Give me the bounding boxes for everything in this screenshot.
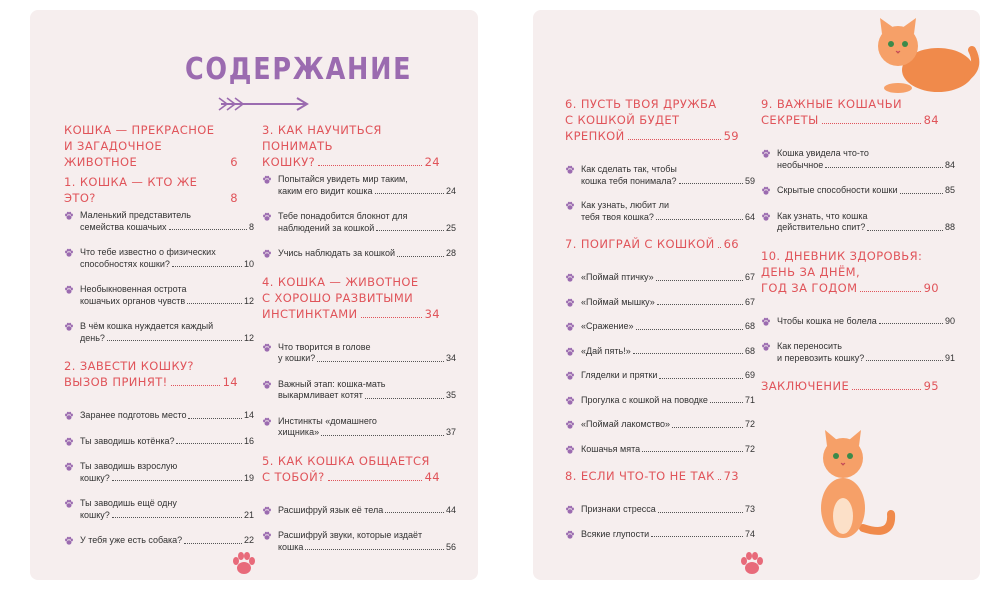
toc-entry[interactable] <box>64 321 254 344</box>
toc-entry-text: Как сделать так, чтобы <box>581 164 677 174</box>
dot-leader <box>112 517 242 518</box>
dot-leader <box>656 219 743 220</box>
toc-entry-text: каким его видит кошка <box>278 185 373 196</box>
paw-icon <box>64 248 74 262</box>
toc-entry-text: КОШКА — ПРЕКРАСНОЕ <box>64 123 215 137</box>
paw-icon <box>565 347 575 361</box>
toc-entry[interactable] <box>565 297 755 309</box>
toc-entry-text: 8. ЕСЛИ ЧТО-ТО НЕ ТАК <box>565 469 715 483</box>
toc-entry-text: семейства кошачьих <box>80 221 167 232</box>
toc-entry-text: Инстинкты «домашнего <box>278 415 377 426</box>
toc-entry-text: 7. ПОИГРАЙ С КОШКОЙ <box>565 237 715 251</box>
toc-entry[interactable] <box>64 210 254 233</box>
paw-icon <box>262 506 272 520</box>
toc-section[interactable] <box>761 378 939 394</box>
dot-leader <box>860 291 920 292</box>
toc-entry[interactable] <box>565 346 755 358</box>
toc-entry-text: Попытайся увидеть мир таким, <box>278 174 408 184</box>
toc-section[interactable] <box>565 96 739 144</box>
toc-entry[interactable] <box>64 284 254 307</box>
dot-leader <box>321 435 444 436</box>
toc-entry-text: КРЕПКОЙ <box>565 129 625 143</box>
page-number: 8 <box>248 221 254 232</box>
paw-icon <box>565 273 575 287</box>
page-number: 34 <box>445 353 456 363</box>
toc-section[interactable] <box>565 236 739 252</box>
dot-leader <box>376 230 444 231</box>
page-number: 64 <box>744 211 755 222</box>
page-number: 84 <box>944 159 955 170</box>
page-number: 85 <box>944 185 955 195</box>
paw-icon <box>262 175 272 189</box>
page-number: 28 <box>445 248 456 258</box>
paw-icon <box>761 149 771 163</box>
cat-illustration <box>803 428 903 546</box>
toc-entry-text: способностях кошки? <box>80 258 170 269</box>
dot-leader <box>672 427 743 428</box>
toc-entry-text: ВЫЗОВ ПРИНЯТ! <box>64 375 168 389</box>
page-number: 68 <box>744 321 755 331</box>
toc-entry[interactable] <box>761 148 955 171</box>
dot-leader <box>900 193 943 194</box>
toc-entry-text: ИНСТИНКТАМИ <box>262 306 358 321</box>
toc-entry-text: Маленький представитель <box>80 210 191 220</box>
toc-entry-text: 2. ЗАВЕСТИ КОШКУ? <box>64 359 194 373</box>
toc-entry-text: тебя твоя кошка? <box>581 211 654 222</box>
toc-entry-text: Важный этап: кошка-мать <box>278 378 386 389</box>
toc-entry-text: С ХОРОШО РАЗВИТЫМИ <box>262 290 414 305</box>
page-number: 44 <box>424 469 440 484</box>
page-number: 21 <box>243 509 254 520</box>
toc-entry-text: «Сражение» <box>581 321 634 331</box>
arrow-icon <box>217 94 313 114</box>
dot-leader <box>658 512 743 513</box>
dot-leader <box>710 402 743 403</box>
page-number: 14 <box>222 375 238 389</box>
page-number: 73 <box>723 469 739 483</box>
dot-leader <box>679 183 743 184</box>
page-number: 24 <box>445 185 456 196</box>
page-number: 8 <box>230 191 238 205</box>
toc-entry-text: 5. КАК КОШКА ОБЩАЕТСЯ <box>262 453 430 468</box>
paw-icon <box>262 380 272 394</box>
toc-entry-text: 10. ДНЕВНИК ЗДОРОВЬЯ: <box>761 248 923 263</box>
page-number: 37 <box>445 427 456 437</box>
toc-entry-text: Тебе понадобится блокнот для <box>278 211 408 221</box>
paw-icon <box>64 536 74 550</box>
toc-entry[interactable] <box>262 530 456 553</box>
paw-icon <box>565 201 575 215</box>
dot-leader <box>852 389 920 390</box>
toc-entry-text: Кошка увидела что-то <box>777 148 869 158</box>
toc-entry-text: выкармливает котят <box>278 390 363 400</box>
paw-icon <box>64 411 74 425</box>
toc-entry-text: 1. КОШКА — КТО ЖЕ ЭТО? <box>64 175 198 205</box>
dot-leader <box>659 378 743 379</box>
toc-entry[interactable] <box>565 321 755 333</box>
paw-icon <box>64 462 74 476</box>
toc-section[interactable] <box>565 468 739 484</box>
paw-icon <box>64 322 74 336</box>
dot-leader <box>867 230 943 231</box>
toc-entry[interactable] <box>262 505 456 517</box>
dot-leader <box>825 167 943 168</box>
dot-leader <box>656 280 743 281</box>
toc-entry-text: кошку? <box>80 509 110 520</box>
toc-entry[interactable] <box>262 379 456 402</box>
toc-entry-text: кошка тебя понимала? <box>581 175 677 186</box>
dot-leader <box>328 480 422 481</box>
page-title: СОДЕРЖАНИЕ <box>185 52 413 87</box>
toc-entry-text: КОШКУ? <box>262 155 316 169</box>
toc-section[interactable] <box>761 248 939 296</box>
dot-leader <box>305 549 444 550</box>
toc-entry[interactable] <box>262 174 456 197</box>
dot-leader <box>361 317 422 318</box>
toc-entry-text: Гляделки и прятки <box>581 370 658 380</box>
toc-entry[interactable] <box>565 504 755 516</box>
toc-entry-text: «Поймай лакомство» <box>581 419 671 429</box>
page-number: 95 <box>923 379 939 393</box>
paw-icon <box>565 322 575 336</box>
dot-leader <box>107 340 242 341</box>
paw-icon <box>262 417 272 431</box>
toc-entry[interactable] <box>64 461 254 484</box>
paw-icon <box>565 530 575 544</box>
page-number: 67 <box>744 296 755 307</box>
page-number: 68 <box>744 345 755 356</box>
toc-entry-text: кошка <box>278 541 304 552</box>
toc-entry-text: «Поймай птичку» <box>581 272 654 282</box>
toc-entry-text: кошку? <box>80 472 110 483</box>
toc-entry-text: Ты заводишь котёнка? <box>80 435 175 446</box>
paw-icon <box>738 550 766 578</box>
page-number: 56 <box>445 541 456 552</box>
page-number: 19 <box>243 472 254 483</box>
page-number: 90 <box>923 280 939 295</box>
paw-icon <box>565 396 575 410</box>
page-number: 71 <box>744 394 755 405</box>
page-number: 84 <box>923 113 939 127</box>
page-number: 22 <box>243 535 254 545</box>
toc-entry-text: В чём кошка нуждается каждый <box>80 321 214 331</box>
page-number: 90 <box>944 315 955 326</box>
paw-icon <box>64 437 74 451</box>
left-page <box>30 10 478 580</box>
toc-entry-text: наблюдений за кошкой <box>278 222 375 233</box>
dot-leader <box>633 353 743 354</box>
paw-icon <box>64 499 74 513</box>
toc-entry-text: «Поймай мышку» <box>581 296 655 307</box>
toc-entry-text: ДЕНЬ ЗА ДНЁМ, <box>761 264 861 279</box>
toc-entry[interactable] <box>64 436 254 448</box>
toc-entry[interactable] <box>761 185 955 197</box>
toc-entry-text: У тебя уже есть собака? <box>80 535 183 545</box>
dot-leader <box>188 418 242 419</box>
toc-entry-text: необычное <box>777 159 824 170</box>
toc-entry-text: ЗАКЛЮЧЕНИЕ <box>761 379 850 393</box>
dot-leader <box>176 443 242 444</box>
toc-entry-text: Чтобы кошка не болела <box>777 315 877 326</box>
page-number: 88 <box>944 222 955 232</box>
right-page <box>533 10 980 580</box>
page-number: 24 <box>424 155 440 169</box>
toc-entry[interactable] <box>565 444 755 456</box>
dot-leader <box>375 193 444 194</box>
paw-icon <box>565 165 575 179</box>
page-number: 44 <box>445 504 456 515</box>
toc-entry-text: Скрытые способности кошки <box>777 185 898 195</box>
toc-entry-text: СЕКРЕТЫ <box>761 113 819 127</box>
page-number: 72 <box>744 443 755 454</box>
toc-entry-text: 6. ПУСТЬ ТВОЯ ДРУЖБА <box>565 97 717 111</box>
toc-entry-text: 4. КОШКА — ЖИВОТНОЕ <box>262 274 419 289</box>
dot-leader <box>169 229 247 230</box>
toc-entry-text: Кошачья мята <box>581 443 641 454</box>
toc-entry-text: у кошки? <box>278 353 316 363</box>
toc-entry-text: Заранее подготовь место <box>80 410 187 420</box>
paw-icon <box>565 371 575 385</box>
page-number: 34 <box>424 306 440 321</box>
paw-icon <box>761 317 771 331</box>
toc-entry-text: «Дай пять!» <box>581 345 631 356</box>
toc-entry-text: ГОД ЗА ГОДОМ <box>761 280 858 295</box>
toc-section[interactable] <box>262 122 440 170</box>
toc-section[interactable] <box>64 358 238 390</box>
page-number: 59 <box>744 175 755 186</box>
dot-leader <box>112 480 242 481</box>
page-number: 91 <box>944 352 955 363</box>
paw-icon <box>262 531 272 545</box>
dot-leader <box>651 536 743 537</box>
page-number: 12 <box>243 332 254 343</box>
toc-entry[interactable] <box>64 498 254 521</box>
paw-icon <box>262 212 272 226</box>
page-number: 74 <box>744 528 755 539</box>
paw-icon <box>761 212 771 226</box>
paw-icon <box>64 285 74 299</box>
toc-entry-text: Расшифруй звуки, которые издаёт <box>278 530 423 540</box>
dot-leader <box>385 512 444 513</box>
page-number: 16 <box>243 435 254 446</box>
toc-entry[interactable] <box>565 395 755 407</box>
paw-icon <box>565 420 575 434</box>
toc-entry-text: кошачьих органов чувств <box>80 295 186 306</box>
dot-leader <box>642 451 743 452</box>
toc-entry-text: 3. КАК НАУЧИТЬСЯ ПОНИМАТЬ <box>262 123 382 153</box>
toc-entry[interactable] <box>565 419 755 431</box>
dot-leader <box>365 398 444 399</box>
page-number: 12 <box>243 295 254 306</box>
page-number: 6 <box>230 155 238 169</box>
dot-leader <box>657 304 743 305</box>
page-number: 59 <box>723 129 739 143</box>
dot-leader <box>317 361 444 362</box>
dot-leader <box>318 165 421 166</box>
dot-leader <box>879 323 943 324</box>
toc-entry-text: Прогулка с кошкой на поводке <box>581 394 708 405</box>
toc-entry[interactable] <box>565 200 755 223</box>
toc-entry-text: И ЗАГАДОЧНОЕ ЖИВОТНОЕ <box>64 139 163 169</box>
toc-entry-text: С ТОБОЙ? <box>262 469 325 484</box>
toc-section[interactable] <box>761 96 939 128</box>
toc-entry[interactable] <box>262 342 456 365</box>
toc-entry-text: 9. ВАЖНЫЕ КОШАЧЬИ <box>761 97 903 111</box>
paw-icon <box>262 343 272 357</box>
toc-entry-text: Что творится в голове <box>278 341 371 352</box>
paw-icon <box>230 550 258 578</box>
toc-section[interactable] <box>262 453 440 485</box>
toc-entry[interactable] <box>761 341 955 364</box>
paw-icon <box>262 249 272 263</box>
toc-entry-text: С КОШКОЙ БУДЕТ <box>565 113 680 127</box>
toc-section[interactable] <box>64 174 238 206</box>
dot-leader <box>172 266 242 267</box>
page-number: 25 <box>445 222 456 233</box>
toc-entry-text: Расшифруй язык её тела <box>278 504 384 515</box>
page-number: 14 <box>243 410 254 420</box>
toc-entry[interactable] <box>64 535 254 547</box>
paw-icon <box>761 342 771 356</box>
paw-icon <box>761 186 771 200</box>
paw-icon <box>565 298 575 312</box>
dot-leader <box>187 303 242 304</box>
dot-leader <box>184 543 242 544</box>
cat-illustration <box>868 18 980 100</box>
toc-entry[interactable] <box>565 370 755 382</box>
page-number: 73 <box>744 504 755 514</box>
toc-entry-text: хищника» <box>278 427 320 437</box>
toc-entry-text: день? <box>80 332 105 343</box>
dot-leader <box>822 123 921 124</box>
toc-entry-text: Как узнать, любит ли <box>581 200 669 210</box>
dot-leader <box>718 247 721 248</box>
toc-entry[interactable] <box>262 416 456 439</box>
dot-leader <box>866 360 943 361</box>
toc-entry[interactable] <box>565 272 755 284</box>
dot-leader <box>171 385 220 386</box>
dot-leader <box>718 479 721 480</box>
toc-entry[interactable] <box>262 248 456 260</box>
toc-entry[interactable] <box>565 529 755 541</box>
toc-entry-text: Всякие глупости <box>581 528 650 539</box>
toc-entry-text: Как переносить <box>777 341 842 351</box>
toc-entry[interactable] <box>64 410 254 422</box>
toc-section[interactable] <box>64 122 238 170</box>
toc-entry-text: Ты заводишь ещё одну <box>80 498 177 508</box>
toc-entry[interactable] <box>64 247 254 270</box>
toc-entry-text: действительно спит? <box>777 222 866 232</box>
dot-leader <box>397 256 444 257</box>
toc-entry-text: и перевозить кошку? <box>777 352 865 363</box>
toc-entry-text: Учись наблюдать за кошкой <box>278 248 395 258</box>
toc-entry[interactable] <box>262 211 456 234</box>
toc-entry[interactable] <box>761 211 955 234</box>
page-number: 69 <box>744 370 755 380</box>
dot-leader <box>636 329 743 330</box>
toc-entry[interactable] <box>565 164 755 187</box>
page-number: 72 <box>744 419 755 429</box>
page-number: 10 <box>243 258 254 269</box>
toc-entry-text: Ты заводишь взрослую <box>80 461 178 471</box>
paw-icon <box>565 445 575 459</box>
toc-entry-text: Признаки стресса <box>581 504 656 514</box>
toc-section[interactable] <box>262 274 440 322</box>
paw-icon <box>565 505 575 519</box>
toc-entry-text: Что тебе известно о физических <box>80 247 216 257</box>
page-number: 35 <box>445 390 456 400</box>
toc-entry[interactable] <box>761 316 955 328</box>
paw-icon <box>64 211 74 225</box>
toc-entry-text: Необыкновенная острота <box>80 284 187 294</box>
page-number: 66 <box>723 237 739 251</box>
dot-leader <box>628 139 721 140</box>
page-number: 67 <box>744 272 755 282</box>
toc-entry-text: Как узнать, что кошка <box>777 210 868 221</box>
